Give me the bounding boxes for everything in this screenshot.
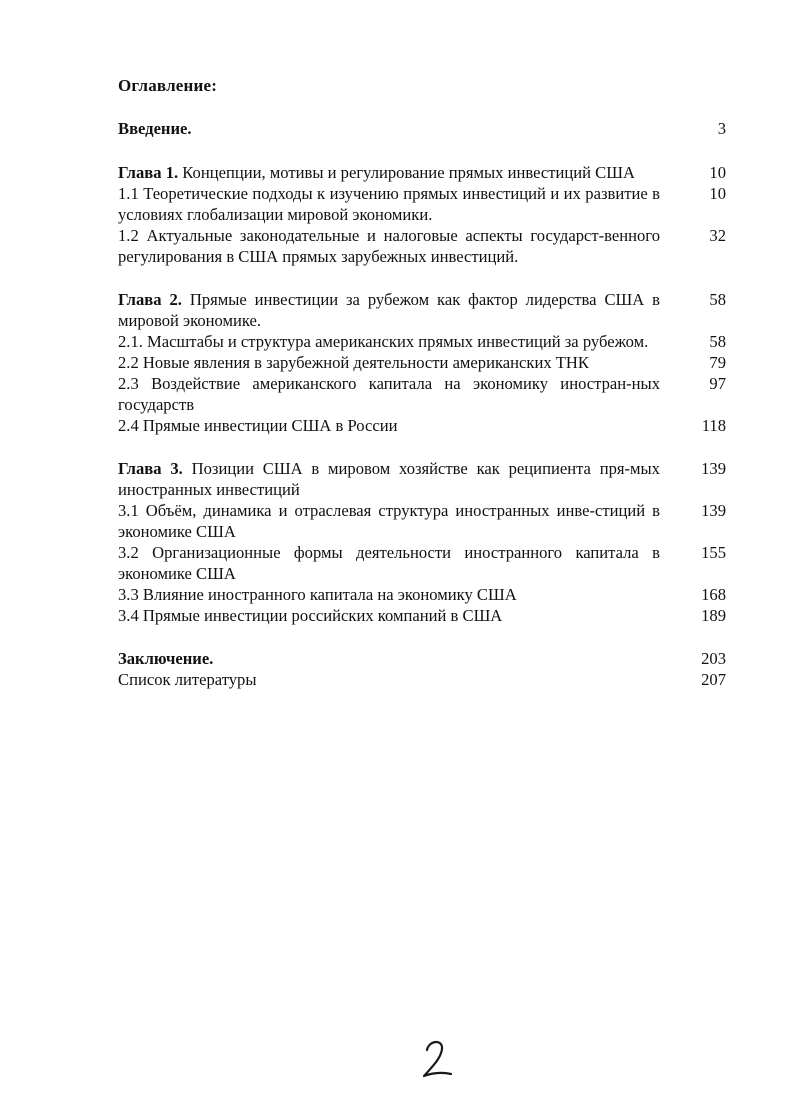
toc-entry-page: 10 (709, 184, 726, 203)
table-of-contents (118, 118, 726, 690)
toc-entry-text: 3.2 Организационные формы деятельности иностранного капитала в экономике США (118, 543, 660, 583)
handwritten-page-number (416, 1030, 456, 1080)
toc-entry-page: 118 (701, 416, 726, 435)
toc-entry-page: 168 (701, 585, 726, 604)
toc-entry-page: 189 (701, 606, 726, 625)
toc-entry-text: 2.2 Новые явления в зарубежной деятельности американских ТНК (118, 353, 589, 372)
toc-entry-text: 3.4 Прямые инвестиции российских компаний в США (118, 606, 503, 625)
toc-section-3-4 (118, 605, 726, 626)
toc-entry-text: Введение. (118, 119, 192, 138)
chapter-title: Концепции, мотивы и регулирование прямых инвестиций США (178, 163, 635, 182)
toc-entry-page: 58 (709, 290, 726, 309)
toc-section-2-1 (118, 331, 726, 352)
chapter-title: Прямые инвестиции за рубежом как фактор лидерства США в мировой экономике. (118, 290, 660, 330)
toc-section-2-3 (118, 373, 726, 415)
toc-entry-page: 97 (709, 374, 726, 393)
toc-entry-text: 2.3 Воздействие американского капитала на экономику иностран-ных государств (118, 374, 660, 414)
toc-entry-page: 58 (709, 332, 726, 351)
toc-entry-introduction (118, 118, 726, 142)
toc-entry-page: 10 (709, 163, 726, 182)
toc-entry-text: 1.2 Актуальные законодательные и налоговые аспекты государст-венного регулирования в США прямых зарубежных инвестиций. (118, 226, 660, 266)
toc-section-2-2 (118, 352, 726, 373)
toc-entry-page: 139 (701, 501, 726, 520)
toc-chapter-3-heading (118, 458, 726, 500)
toc-entry-page: 203 (701, 649, 726, 668)
chapter-title: Позиции США в мировом хозяйстве как реципиента пря-мых иностранных инвестиций (118, 459, 660, 499)
toc-entry-bibliography (118, 669, 726, 690)
chapter-label: Глава 3. (118, 459, 183, 478)
toc-entry-page: 79 (709, 353, 726, 372)
toc-section-3-1 (118, 500, 726, 542)
toc-entry-text: 2.1. Масштабы и структура американских прямых инвестиций за рубежом. (118, 332, 649, 351)
toc-entry-page: 155 (701, 543, 726, 562)
toc-entry-text: 2.4 Прямые инвестиции США в России (118, 416, 398, 435)
toc-section-2-4 (118, 415, 726, 436)
toc-entry-text (118, 289, 660, 331)
toc-entry-text: 3.1 Объём, динамика и отраслевая структура иностранных инве-стиций в экономике США (118, 501, 660, 541)
toc-entry-text (118, 458, 660, 500)
toc-entry-text: 1.1 Теоретические подходы к изучению прямых инвестиций и их развитие в условиях глобализации мировой экономики. (118, 184, 660, 224)
toc-entry-text (118, 162, 660, 183)
toc-entry-page: 139 (701, 459, 726, 478)
toc-entry-page: 207 (701, 670, 726, 689)
toc-entry-text: Список литературы (118, 670, 257, 689)
toc-section-3-2 (118, 542, 726, 584)
toc-section-1-1 (118, 183, 726, 225)
toc-entry-page: 3 (717, 119, 726, 138)
toc-entry-text: Заключение. (118, 649, 214, 668)
toc-section-3-3 (118, 584, 726, 605)
toc-entry-conclusion (118, 648, 726, 669)
toc-section-1-2 (118, 225, 726, 267)
toc-chapter-2-heading (118, 289, 726, 331)
toc-entry-text: 3.3 Влияние иностранного капитала на экономику США (118, 585, 517, 604)
toc-chapter-1-heading (118, 162, 726, 183)
toc-title: Оглавление: (118, 76, 218, 95)
chapter-label: Глава 1. (118, 163, 179, 182)
chapter-label: Глава 2. (118, 290, 182, 309)
toc-entry-page: 32 (709, 226, 726, 245)
